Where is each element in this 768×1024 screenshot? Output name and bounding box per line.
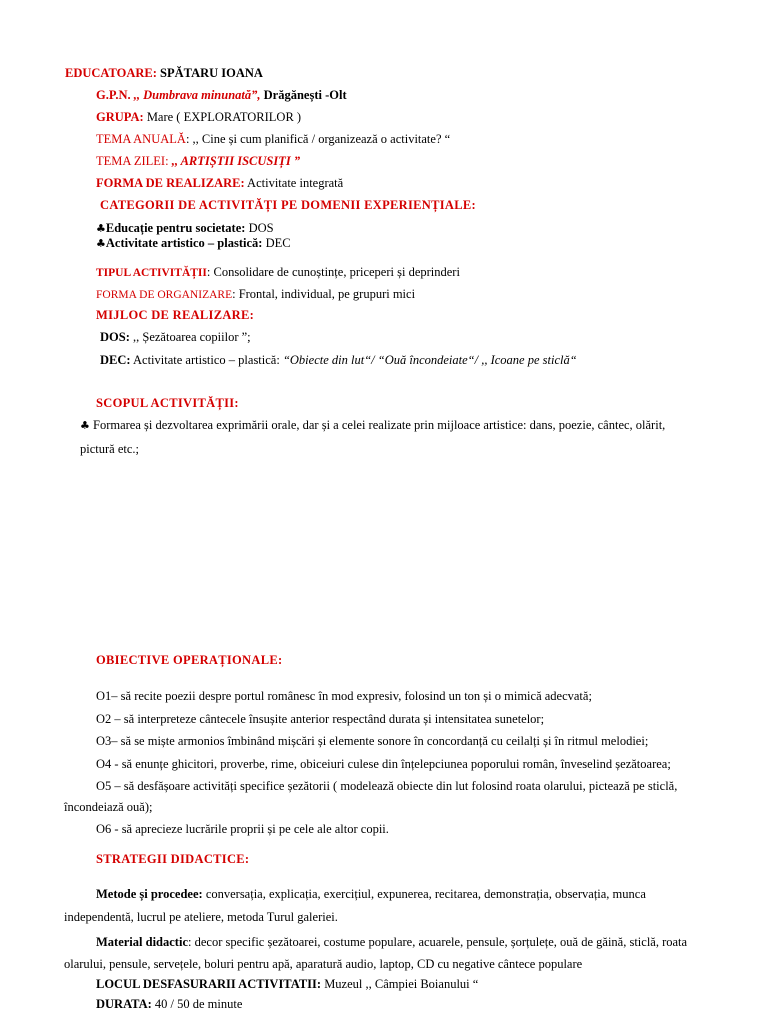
obiectiv-o5-line1: O5 – să desfășoare activități specifice șezătorii ( modelează obiecte din lut folosind roata olarului, pictează pe sticlă, — [96, 779, 678, 793]
tema-zilei-label: TEMA ZILEI: — [96, 154, 172, 168]
metode-text: conversația, explicația, exercițiul, expunerea, recitarea, demonstrația, observația, munca — [202, 887, 646, 901]
educatoare-line — [65, 65, 263, 81]
tema-zilei-line — [96, 153, 300, 169]
categorii-item-value: DOS — [245, 221, 274, 235]
tema-anuala-label: TEMA ANUALĂ — [96, 132, 186, 146]
tema-anuala-line — [96, 131, 450, 147]
material-line2: olarului, pensule, servețele, boluri pentru apă, aparatură audio, laptop, CD cu negative cântece populare — [64, 957, 583, 971]
educatoare-label: EDUCATOARE: — [65, 66, 157, 80]
locul-label: LOCUL DESFASURARII ACTIVITATII: — [96, 977, 322, 991]
locul-line — [96, 976, 478, 992]
categorii-item-value: DEC — [262, 236, 291, 250]
gpn-label: G.P.N. — [96, 88, 134, 102]
forma-realizare-line — [96, 175, 343, 191]
obiectiv-o1: O1– să recite poezii despre portul românesc în mod expresiv, folosind un ton și o mimică adecvată; — [96, 689, 592, 703]
forma-org-label: FORMA DE ORGANIZARE — [96, 289, 233, 301]
tema-anuala-value: : ,, Cine și cum planifică / organizează o activitate? “ — [185, 132, 451, 146]
mijloc-dec-italic: “Obiecte din lut“/ “Ouă încondeiate“/ ,, Icoane pe sticlă“ — [282, 353, 577, 367]
forma-realizare-value: Activitate integrată — [244, 176, 344, 190]
grupa-line — [96, 109, 301, 125]
tema-zilei-value: ,, ARTIȘTII ISCUSIȚI ” — [171, 154, 301, 168]
scopul-text-line2: pictură etc.; — [80, 442, 139, 456]
gpn-name: ,, Dumbrava minunată”, — [133, 88, 261, 102]
obiectiv-o3: O3– să se miște armonios îmbinând mișcări și elemente sonore în concordanță cu ceilalți și în ritmul melodiei; — [96, 734, 649, 748]
metode-line1 — [96, 886, 646, 902]
club-icon: ♣ — [96, 237, 106, 250]
durata-value: 40 / 50 de minute — [151, 997, 243, 1011]
material-line1 — [96, 934, 687, 950]
tipul-line — [96, 264, 460, 281]
mijloc-dos-line — [100, 329, 251, 345]
categorii-item-label: Educație pentru societate: — [105, 221, 246, 235]
club-icon: ♣ — [96, 222, 106, 235]
scopul-text: Formarea și dezvoltarea exprimării orale, dar și a celei realizate prin mijloace artistice: dans, poezie, cântec, olărit, — [89, 418, 666, 432]
mijloc-dec-value: Activitate artistico – plastică: — [130, 353, 283, 367]
club-icon: ♣ — [80, 419, 90, 432]
categorii-item-label: Activitate artistico – plastică: — [105, 236, 263, 250]
forma-org-value: : Frontal, individual, pe grupuri mici — [232, 287, 416, 301]
mijloc-dos-label: DOS: — [100, 330, 130, 344]
educatoare-value: SPĂTARU IOANA — [160, 66, 263, 80]
mijloc-dos-value: ,, Șezătoarea copiilor ”; — [129, 330, 251, 344]
scopul-heading: SCOPUL ACTIVITĂȚII: — [96, 396, 239, 410]
metode-line2: independentă, lucrul pe ateliere, metoda Turul galeriei. — [64, 910, 338, 924]
locul-value: Muzeul ,, Câmpiei Boianului “ — [321, 977, 479, 991]
obiective-heading: OBIECTIVE OPERAȚIONALE: — [96, 653, 283, 667]
forma-org-line — [96, 286, 415, 303]
durata-line — [96, 996, 242, 1012]
gpn-line — [96, 87, 347, 103]
scopul-text-line1 — [80, 417, 704, 434]
categorii-heading: CATEGORII DE ACTIVITĂȚI PE DOMENII EXPERIENȚIALE: — [100, 198, 476, 212]
gpn-place: Drăgănești -Olt — [260, 88, 347, 102]
material-label: Material didactic — [96, 935, 188, 949]
grupa-value: Mare ( EXPLORATORILOR ) — [143, 110, 302, 124]
obiectiv-o4: O4 - să enunțe ghicitori, proverbe, rime, obiceiuri culese din înțelepciunea poporului român, înveselind șezătoarea; — [96, 757, 671, 771]
tipul-label: TIPUL ACTIVITĂȚII — [96, 267, 207, 279]
forma-realizare-label: FORMA DE REALIZARE: — [96, 176, 245, 190]
material-text: : decor specific șezătoarei, costume populare, acuarele, pensule, șorțulețe, ouă de găină, sticlă, roata — [188, 935, 688, 949]
obiectiv-o5-line2: încondeiază ouă); — [64, 800, 153, 814]
tipul-value: : Consolidare de cunoștințe, priceperi și deprinderi — [206, 265, 460, 279]
mijloc-dec-line — [100, 352, 577, 368]
grupa-label: GRUPA: — [96, 110, 144, 124]
metode-label: Metode și procedee: — [96, 887, 203, 901]
categorii-item-dec — [96, 235, 291, 252]
obiectiv-o2: O2 – să interpreteze cântecele însușite anterior respectând durata și intensitatea sunetelor; — [96, 712, 545, 726]
strategii-heading: STRATEGII DIDACTICE: — [96, 852, 250, 866]
mijloc-heading: MIJLOC DE REALIZARE: — [96, 308, 255, 322]
obiectiv-o6: O6 - să aprecieze lucrările proprii și pe cele ale altor copii. — [96, 822, 389, 836]
mijloc-dec-label: DEC: — [100, 353, 131, 367]
durata-label: DURATA: — [96, 997, 152, 1011]
